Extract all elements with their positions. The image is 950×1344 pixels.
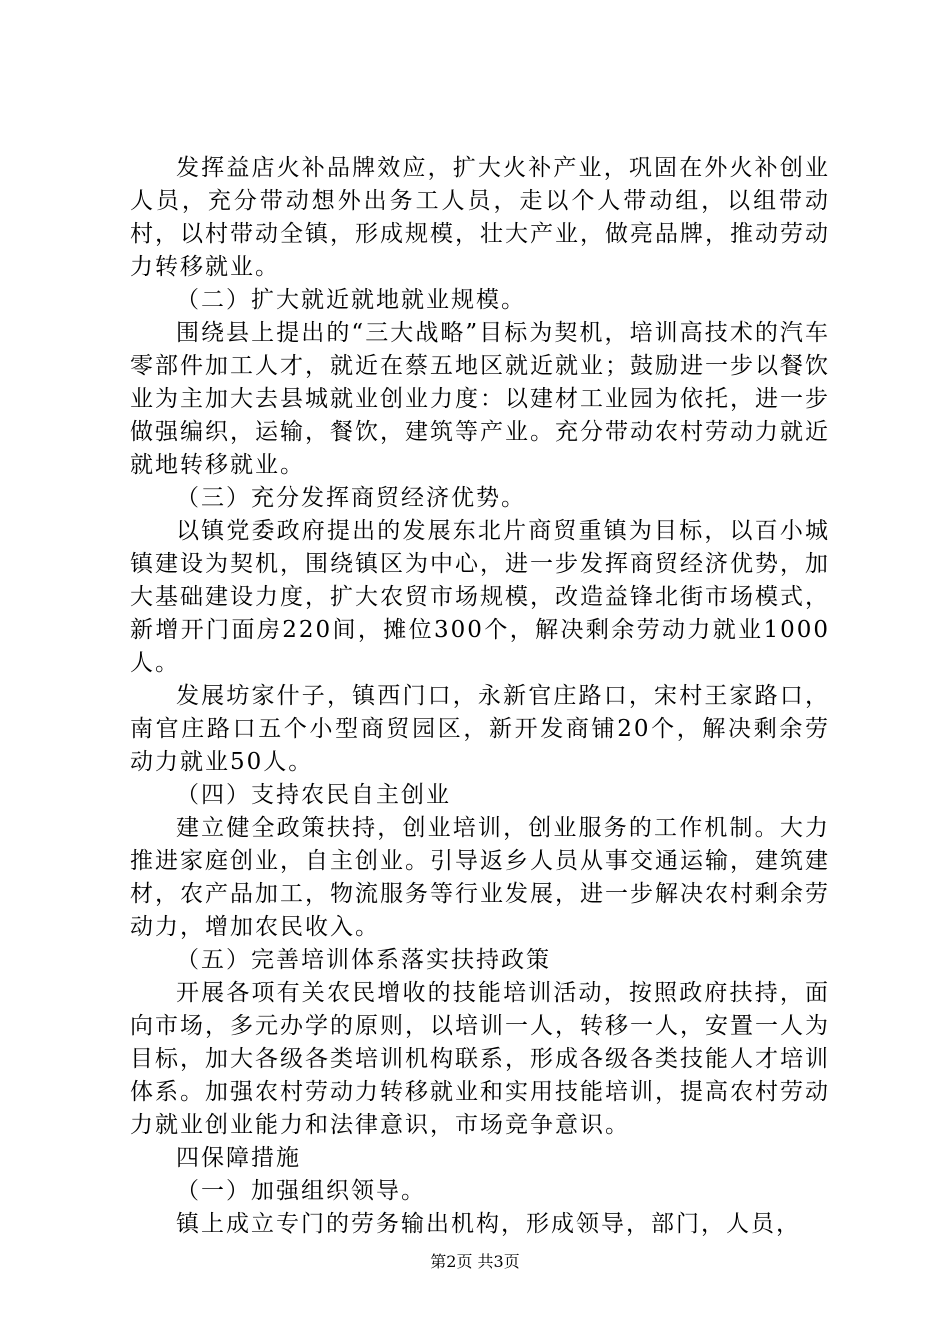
paragraph-labor-office: 镇上成立专门的劳务输出机构，形成领导，部门，人员， — [176, 1211, 801, 1237]
heading-section-2: （二）扩大就近就地就业规模。 — [176, 287, 526, 313]
heading-safeguards: 四保障措施 — [176, 1145, 301, 1171]
paragraph-three-strategies: 围绕县上提出的“三大战略”目标为契机，培训高技术的汽车零部件加工人才，就近在蔡五地区就近就业；鼓励进一步以餐饮业为主加大去县城就业创业力度：以建材工业园为依托，进一步做强编织，运输，餐饮，建筑等产业。充分带动农村劳动力就近就地转移就业。 — [130, 320, 830, 478]
paragraph-entrepreneurship: 建立健全政策扶持，创业培训，创业服务的工作机制。大力推进家庭创业，自主创业。引导返乡人员从事交通运输，建筑建材，农产品加工，物流服务等行业发展，进一步解决农村剩余劳动力，增加农民收入。 — [130, 815, 830, 940]
heading-safeguard-1: （一）加强组织领导。 — [176, 1178, 426, 1204]
paragraph-fire-brand: 发挥益店火补品牌效应，扩大火补产业，巩固在外火补创业人员，充分带动想外出务工人员，走以个人带动组，以组带动村，以村带动全镇，形成规模，壮大产业，做亮品牌，推动劳动力转移就业。 — [130, 155, 830, 280]
page-footer — [0, 1252, 950, 1272]
page-number: 第2页 共3页 — [430, 1252, 520, 1271]
paragraph-training: 开展各项有关农民增收的技能培训活动，按照政府扶持，面向市场，多元办学的原则，以培训一人，转移一人，安置一人为目标，加大各级各类培训机构联系，形成各级各类技能人才培训体系。加强农村劳动力转移就业和实用技能培训，提高农村劳动力就业创业能力和法律意识，市场竞争意识。 — [130, 980, 830, 1138]
heading-section-3: （三）充分发挥商贸经济优势。 — [176, 485, 526, 511]
paragraph-commerce-parks: 发展坊家什子，镇西门口，永新官庄路口，宋村王家路口，南官庄路口五个小型商贸园区，新开发商铺20个，解决剩余劳动力就业50人。 — [130, 683, 830, 775]
heading-section-5: （五）完善培训体系落实扶持政策 — [176, 947, 551, 973]
document-body — [130, 152, 830, 1241]
heading-section-4: （四）支持农民自主创业 — [176, 782, 451, 808]
paragraph-commerce-town: 以镇党委政府提出的发展东北片商贸重镇为目标，以百小城镇建设为契机，围绕镇区为中心，进一步发挥商贸经济优势，加大基础建设力度，扩大农贸市场规模，改造益锋北街市场模式，新增开门面房220间，摊位300个，解决剩余劳动力就业1000人。 — [130, 518, 830, 676]
